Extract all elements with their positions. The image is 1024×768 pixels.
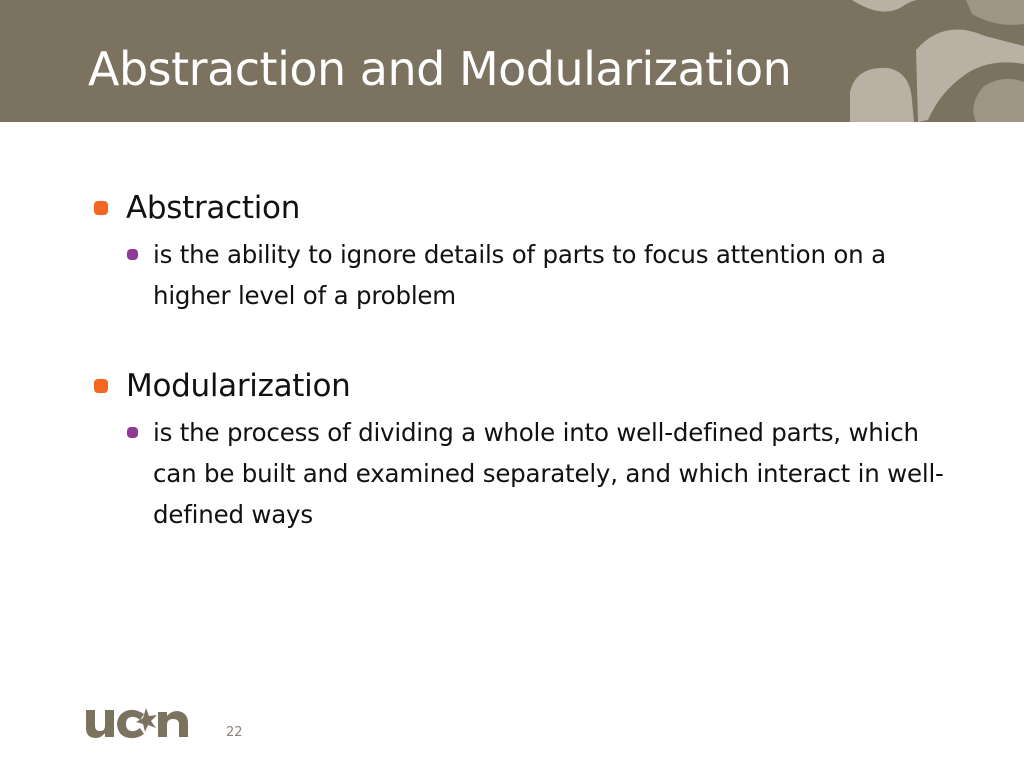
- bullet-label: [126, 364, 954, 408]
- sub-bullet-text: is the ability to ignore details of parts to focus attention on a higher level of a problem: [153, 240, 886, 310]
- slide-title: Abstraction and Modularization: [88, 42, 792, 96]
- slide-header: [0, 0, 1024, 122]
- sub-bullet-text: is the process of dividing a whole into well-defined parts, which can be built and examined separately, and which interact in well-defined ways: [153, 418, 944, 529]
- bullet-text: Abstraction: [126, 190, 301, 226]
- slide-content: [94, 186, 954, 535]
- orange-bullet-icon: [94, 379, 108, 393]
- orange-bullet-icon: [94, 201, 108, 215]
- bullet-label: [126, 186, 954, 230]
- sub-bullet: [153, 234, 953, 316]
- sub-bullet: [153, 412, 953, 535]
- bullet-abstraction: [94, 186, 954, 316]
- ucn-logo-icon: [84, 704, 192, 740]
- bullet-modularization: [94, 364, 954, 535]
- page-number: 22: [226, 725, 243, 740]
- bullet-text: Modularization: [126, 368, 351, 404]
- purple-bullet-icon: [127, 427, 138, 438]
- purple-bullet-icon: [127, 249, 138, 260]
